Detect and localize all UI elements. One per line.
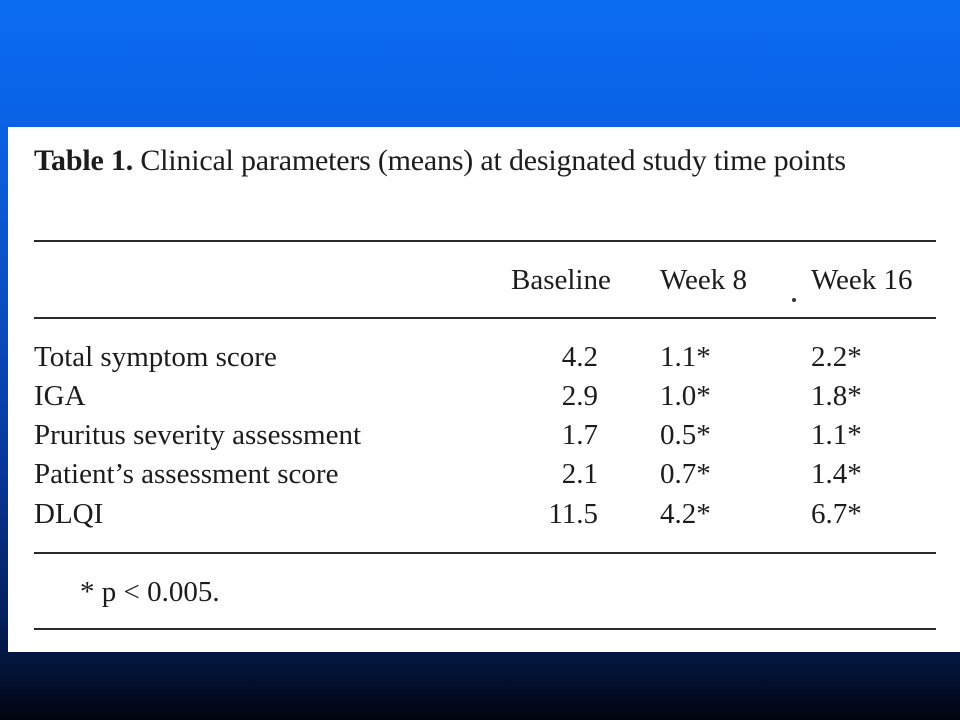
cell-week-8: 0.7*	[660, 458, 711, 490]
bottom-rule	[34, 552, 936, 554]
cell-week-8: 0.5*	[660, 419, 711, 451]
cell-week-16: 1.4*	[811, 458, 862, 490]
table-caption-label: Table 1.	[34, 144, 133, 177]
table-footnote: * p < 0.005.	[80, 576, 220, 608]
cell-week-16: 1.8*	[811, 380, 862, 412]
cell-week-8: 4.2*	[660, 498, 711, 530]
table-caption	[34, 141, 954, 180]
header-week-16: Week 16	[811, 264, 913, 296]
cell-week-16: 2.2*	[811, 341, 862, 373]
row-label-total-symptom-score: Total symptom score	[34, 341, 277, 373]
cell-week-8: 1.0*	[660, 380, 711, 412]
header-rule	[34, 317, 936, 319]
footnote-rule	[34, 628, 936, 630]
cell-week-8: 1.1*	[660, 341, 711, 373]
row-label-pruritus-severity: Pruritus severity assessment	[34, 419, 362, 451]
header-week-8: Week 8	[660, 264, 748, 296]
speck-mark	[792, 298, 796, 302]
cell-week-16: 6.7*	[811, 498, 862, 530]
cell-week-16: 1.1*	[811, 419, 862, 451]
cell-baseline: 11.5	[548, 498, 598, 530]
table-caption-text: Clinical parameters (means) at designated study time points	[140, 144, 846, 177]
cell-baseline: 1.7	[561, 419, 598, 451]
cell-baseline: 4.2	[561, 341, 598, 373]
row-label-dlqi: DLQI	[34, 498, 104, 530]
row-label-patient-assessment: Patient’s assessment score	[34, 458, 339, 490]
top-rule	[34, 240, 936, 242]
table-image	[8, 127, 960, 652]
cell-baseline: 2.1	[561, 458, 598, 490]
cell-baseline: 2.9	[561, 380, 598, 412]
header-baseline: Baseline	[511, 264, 611, 296]
row-label-iga: IGA	[34, 380, 86, 412]
